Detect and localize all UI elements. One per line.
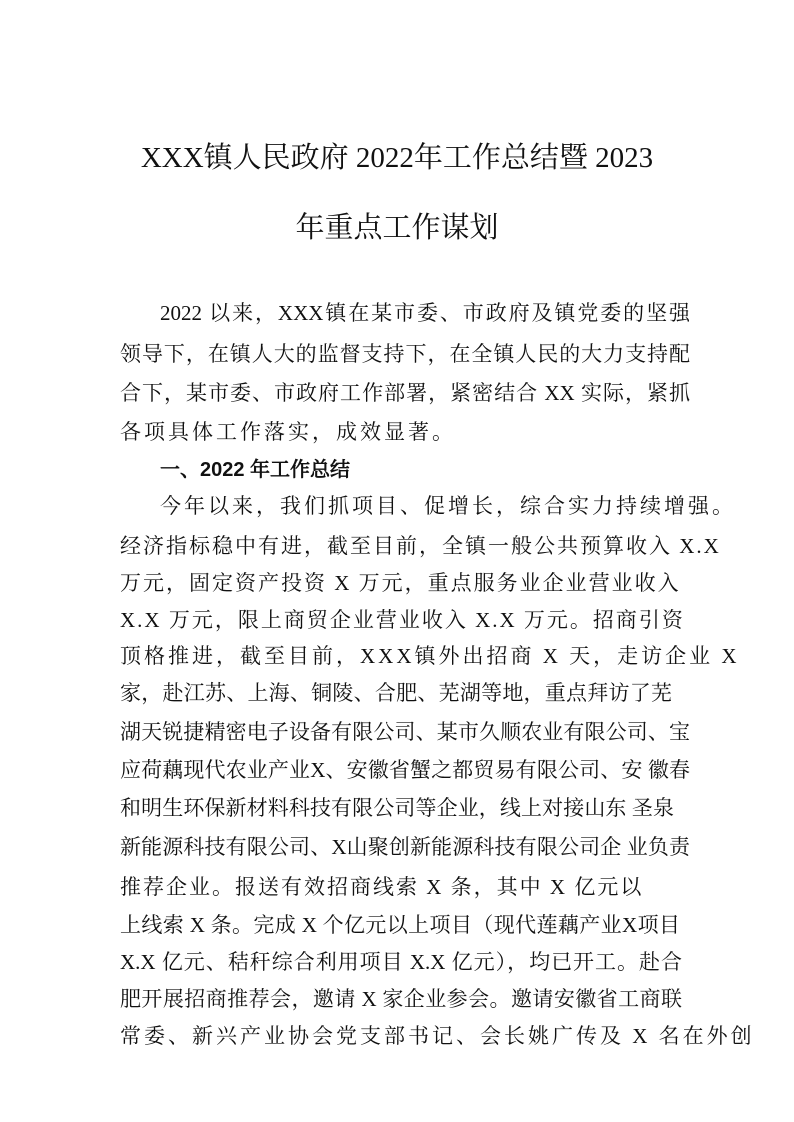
paragraph-line: 新能源科技有限公司、X山聚创新能源科技有限公司企 业负责: [120, 835, 690, 859]
paragraph-line: 家，赴江苏、上海、铜陵、合肥、芜湖等地，重点拜访了芜: [120, 681, 672, 705]
paragraph-line: 合下，某市委、市政府工作部署，紧密结合 XX 实际，紧抓: [120, 381, 690, 405]
paragraph-line: 领导下，在镇人大的监督支持下，在全镇人民的大力支持配: [120, 342, 690, 366]
paragraph-line: 应荷藕现代农业产业X、安徽省蟹之都贸易有限公司、安 徽春: [120, 758, 690, 782]
paragraph-line: 和明生环保新材料科技有限公司等企业，线上对接山东 圣泉: [120, 796, 674, 820]
section-heading: 一、2022 年工作总结: [160, 459, 351, 481]
paragraph-line: X.X 万元，限上商贸企业营业收入 X.X 万元。招商引资: [120, 608, 685, 632]
paragraph-line: 上线索 X 条。完成 X 个亿元以上项目（现代莲藕产业X项目: [120, 913, 680, 937]
document-title-line-2: 年重点工作谋划: [295, 212, 499, 244]
document-title-line-1: XXX镇人民政府 2022年工作总结暨 2023: [140, 142, 654, 174]
paragraph-line: 今年以来，我们抓项目、促增长，综合实力持续增强。: [160, 494, 736, 518]
paragraph-line: 顶格推进，截至目前，XXX镇外出招商 X 天，走访企业 X: [120, 644, 740, 668]
paragraph-line: 各项具体工作落实，成效显著。: [120, 420, 456, 444]
paragraph-line: X.X 亿元、秸秆综合利用项目 X.X 亿元），均已开工。赴合: [120, 950, 682, 974]
paragraph-line: 肥开展招商推荐会，邀请 X 家企业参会。邀请安徽省工商联: [120, 987, 682, 1011]
paragraph-line: 2022 以来，XXX镇在某市委、市政府及镇党委的坚强: [160, 301, 690, 325]
paragraph-line: 常委、新兴产业协会党支部书记、会长姚广传及 X 名在外创: [120, 1024, 755, 1048]
paragraph-line: 经济指标稳中有进，截至目前，全镇一般公共预算收入 X.X: [120, 534, 721, 558]
paragraph-line: 推荐企业。报送有效招商线索 X 条，其中 X 亿元以: [120, 875, 644, 899]
paragraph-line: 湖天锐捷精密电子设备有限公司、某市久顺农业有限公司、宝: [120, 720, 690, 744]
paragraph-line: 万元，固定资产投资 X 万元，重点服务业企业营业收入: [120, 571, 681, 595]
